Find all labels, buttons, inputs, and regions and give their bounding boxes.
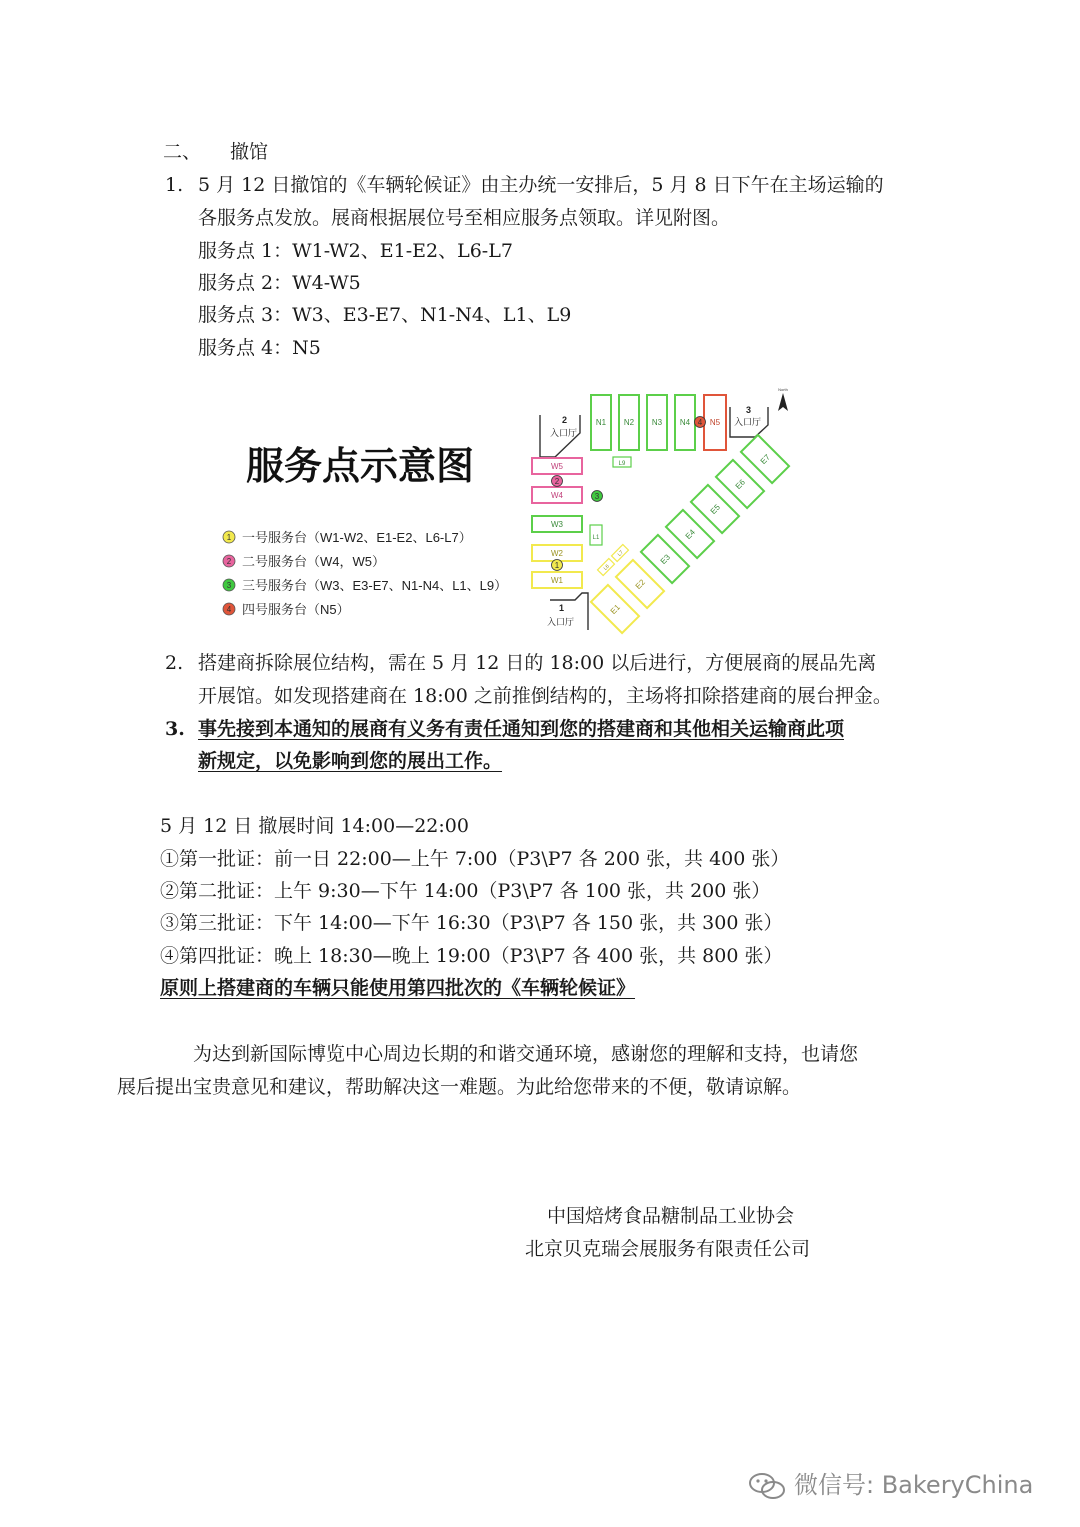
signature-org2: 北京贝克瑞会展服务有限责任公司 xyxy=(525,1238,811,1260)
signature-org1: 中国焙烤食品糖制品工业协会 xyxy=(547,1205,795,1227)
item2-line1: 搭建商拆除展位结构，需在 5 月 12 日的 18:00 以后进行，方便展商的展品先离 xyxy=(198,652,877,674)
section-number: 二、 xyxy=(163,141,202,163)
legend-item-2 xyxy=(223,554,385,570)
item2-number: 2. xyxy=(165,652,184,674)
legend-item-3 xyxy=(223,578,507,593)
hall-n2-label: N2 xyxy=(623,418,635,427)
hall-e7-label: E7 xyxy=(758,452,772,466)
item3-line1: 事先接到本通知的展商有义务有责任通知到您的搭建商和其他相关运输商此项 xyxy=(198,718,845,740)
service-point-map xyxy=(210,375,810,635)
hall-n1-label: N1 xyxy=(595,418,607,427)
hall-n3-label: N3 xyxy=(651,418,663,427)
legend xyxy=(223,530,507,617)
hall-l7-label: L7 xyxy=(616,549,625,558)
hall-l9-label: L9 xyxy=(618,461,626,467)
hall-e2-label: E2 xyxy=(633,577,647,591)
station-marker-1-num: 1 xyxy=(554,561,560,570)
schedule-header: 5 月 12 日 撤展时间 14:00—22:00 xyxy=(160,815,469,837)
hall-n5-label: N5 xyxy=(709,418,721,427)
north-arrow-icon xyxy=(778,393,788,411)
hall-w5-label: W5 xyxy=(551,462,563,471)
hall-e4-label: E4 xyxy=(683,527,697,541)
entrance-3-label: 入口厅 xyxy=(734,417,762,427)
hall-e3-label: E3 xyxy=(658,552,672,566)
hall-w3-label: W3 xyxy=(551,520,563,529)
legend-marker-2-num: 2 xyxy=(226,557,232,566)
hall-n4-label: N4 xyxy=(679,418,691,427)
legend-marker-3-num: 3 xyxy=(226,581,232,590)
station-marker-2-num: 2 xyxy=(554,477,560,486)
item3-line2: 新规定，以免影响到您的展出工作。 xyxy=(198,750,503,772)
item1-line2: 各服务点发放。展商根据展位号至相应服务点领取。详见附图。 xyxy=(198,207,731,229)
item1-line1: 5 月 12 日撤馆的《车辆轮候证》由主办统一安排后，5 月 8 日下午在主场运输的 xyxy=(198,174,884,196)
schedule-note: 原则上搭建商的车辆只能使用第四批次的《车辆轮候证》 xyxy=(160,977,636,999)
entrance-2-number: 2 xyxy=(562,415,568,425)
hall-e1-label: E1 xyxy=(608,602,622,616)
section-title: 撤馆 xyxy=(230,141,269,163)
legend-label-3: 三号服务台（W3、E3-E7、N1-N4、L1、L9） xyxy=(242,578,508,593)
entrance-3 xyxy=(730,405,768,437)
legend-item-4 xyxy=(223,602,350,617)
service-point-2: 服务点 2：W4-W5 xyxy=(198,272,361,294)
entrance-1-number: 1 xyxy=(559,603,565,613)
station-marker-3-num: 3 xyxy=(594,492,600,501)
wechat-watermark xyxy=(748,1465,1033,1501)
hall-l1-label: L1 xyxy=(592,535,600,541)
legend-label-4: 四号服务台（N5） xyxy=(242,602,350,617)
map-title: 服务点示意图 xyxy=(246,446,475,488)
service-point-3: 服务点 3：W3、E3-E7、N1-N4、L1、L9 xyxy=(198,304,572,326)
hall-w2-label: W2 xyxy=(551,549,563,558)
legend-label-1: 一号服务台（W1-W2、E1-E2、L6-L7） xyxy=(242,530,472,545)
entrance-3-number: 3 xyxy=(746,405,752,415)
north-arrow xyxy=(778,387,788,411)
closing-line2: 展后提出宝贵意见和建议，帮助解决这一难题。为此给您带来的不便，敬请谅解。 xyxy=(117,1076,802,1098)
map-stations xyxy=(552,417,706,571)
hall-w4-label: W4 xyxy=(551,491,563,500)
legend-item-1 xyxy=(223,530,472,545)
hall-e5-label: E5 xyxy=(708,502,722,516)
north-halls xyxy=(591,395,726,467)
schedule-batch-3: ③第三批证：下午 14:00—下午 16:30（P3\P7 各 150 张，共 300 张） xyxy=(160,912,783,934)
entrance-1-label: 入口厅 xyxy=(547,617,575,627)
item1-number: 1. xyxy=(165,174,184,196)
legend-marker-4-num: 4 xyxy=(226,605,232,614)
hall-e6-label: E6 xyxy=(733,477,747,491)
legend-label-2: 二号服务台（W4，W5） xyxy=(242,554,386,569)
watermark-text: 微信号: BakeryChina xyxy=(794,1471,1034,1499)
schedule-batch-1: ①第一批证：前一日 22:00—上午 7:00（P3\P7 各 200 张，共 400 张） xyxy=(160,848,790,870)
schedule-batch-2: ②第二批证：上午 9:30—下午 14:00（P3\P7 各 100 张，共 200 张） xyxy=(160,880,771,902)
item3-number: 3. xyxy=(165,718,185,740)
station-marker-4-num: 4 xyxy=(697,418,703,427)
closing-line1: 为达到新国际博览中心周边长期的和谐交通环境，感谢您的理解和支持，也请您 xyxy=(193,1043,859,1065)
entrance-2 xyxy=(540,415,580,457)
item2-line2: 开展馆。如发现搭建商在 18:00 之前推倒结构的，主场将扣除搭建商的展台押金。 xyxy=(198,685,892,707)
entrance-2-label: 入口厅 xyxy=(550,428,578,438)
north-label: North xyxy=(778,387,788,392)
entrance-1 xyxy=(547,593,588,630)
schedule-batch-4: ④第四批证：晚上 18:30—晚上 19:00（P3\P7 各 400 张，共 800 张） xyxy=(160,945,783,967)
hall-l6-label: L6 xyxy=(602,563,611,572)
hall-w1-label: W1 xyxy=(551,576,563,585)
service-point-1: 服务点 1：W1-W2、E1-E2、L6-L7 xyxy=(198,240,513,262)
wechat-icon xyxy=(748,1471,786,1501)
legend-marker-1-num: 1 xyxy=(226,533,232,542)
west-halls xyxy=(532,458,602,588)
service-point-4: 服务点 4：N5 xyxy=(198,337,321,359)
